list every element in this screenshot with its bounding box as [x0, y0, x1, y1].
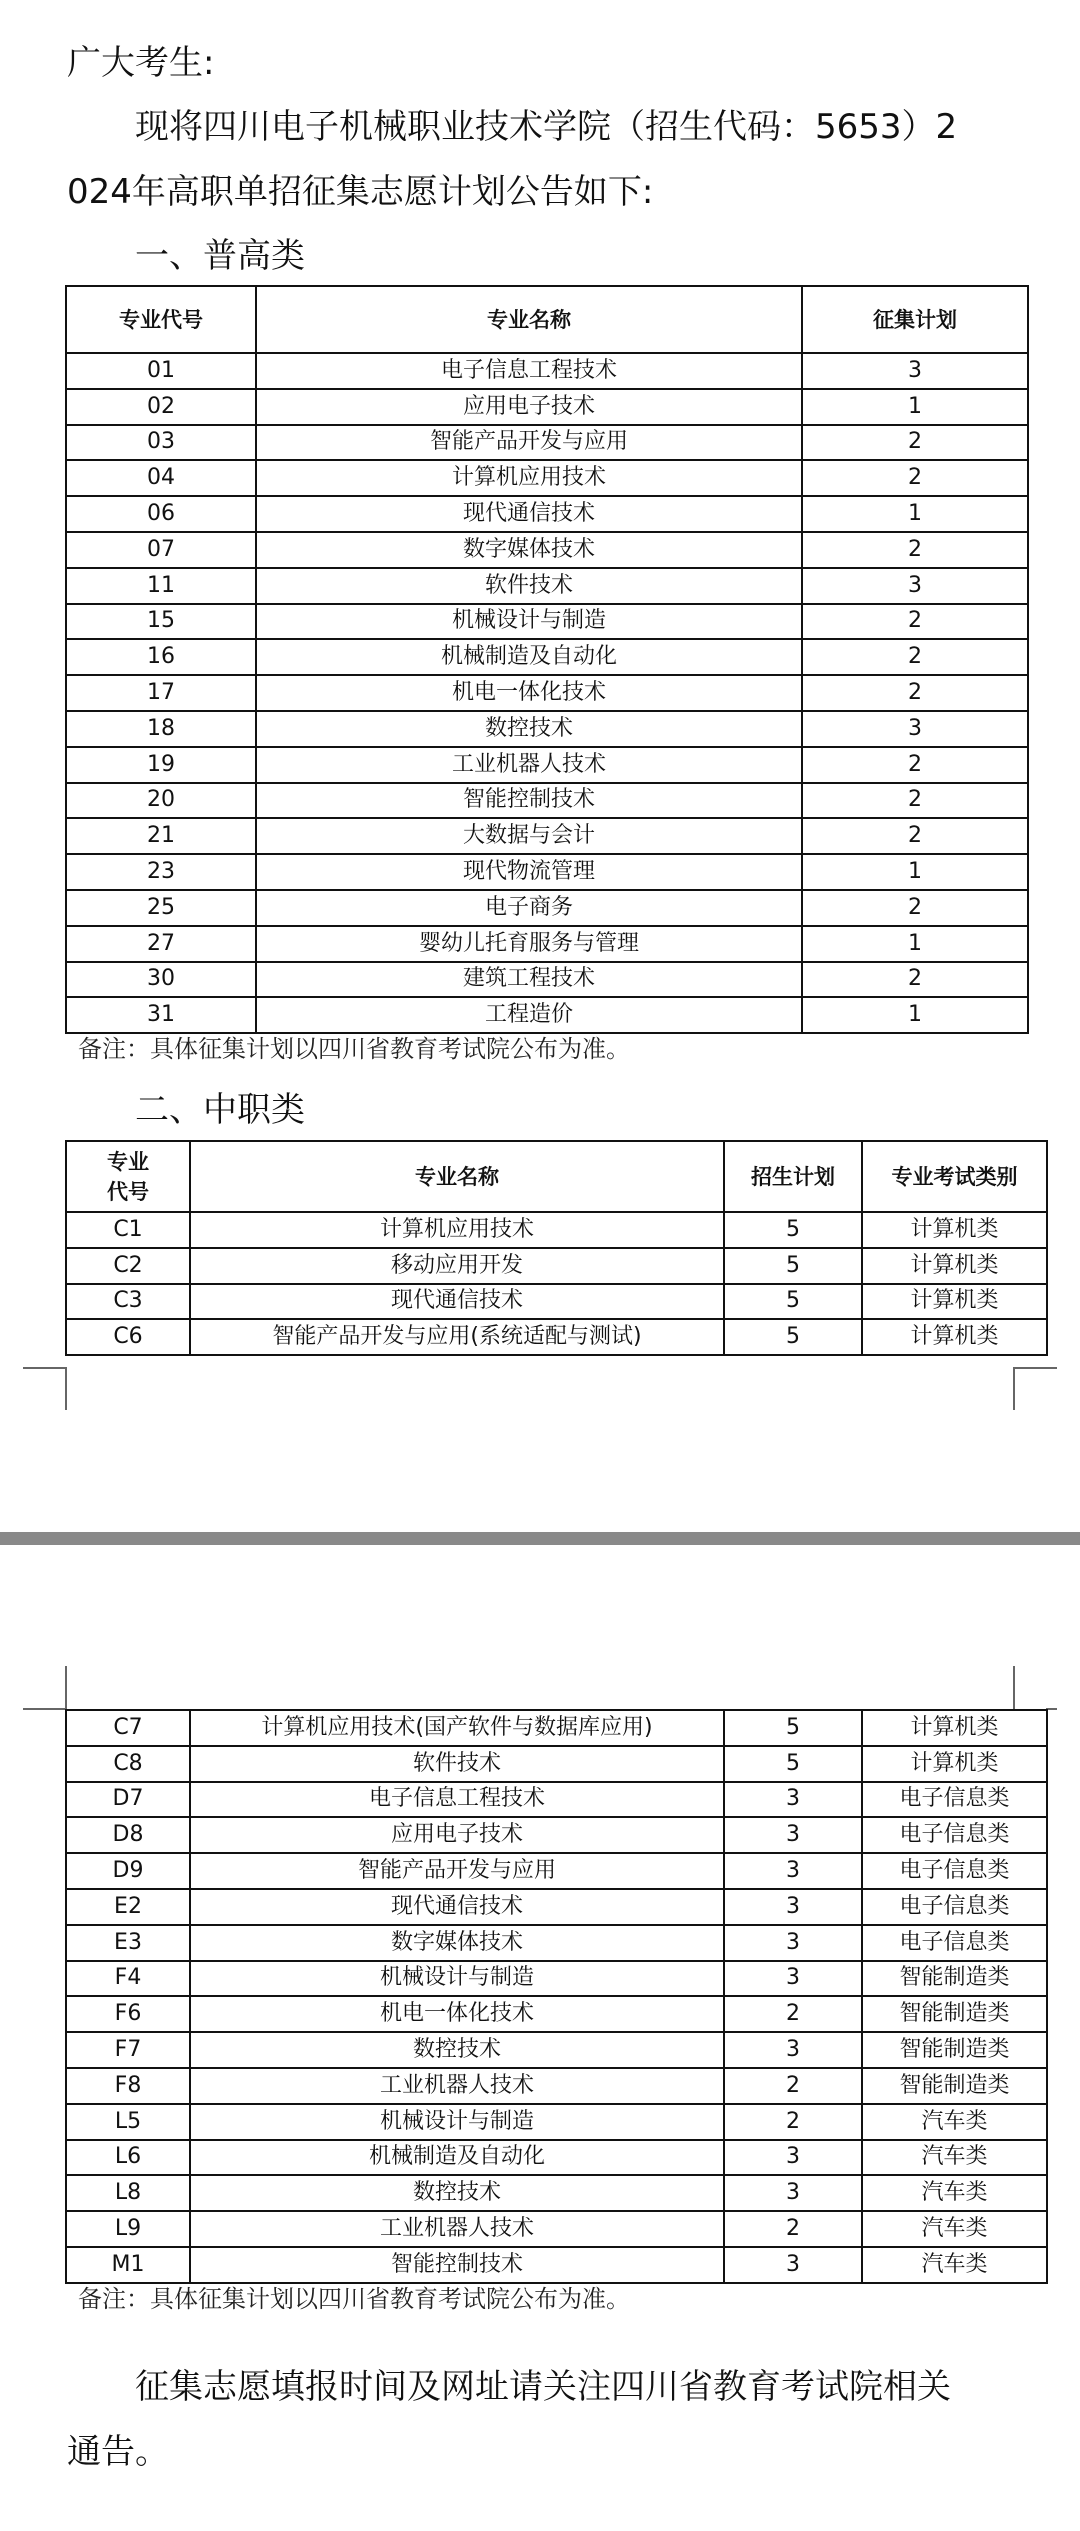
table-row	[66, 2247, 1047, 2283]
table-row	[66, 425, 1028, 461]
cell-plan: 2	[802, 460, 1028, 496]
page-corner-mark-tl-v	[65, 1666, 67, 1709]
table-row	[66, 675, 1028, 711]
cell-plan: 3	[724, 1925, 862, 1961]
cell-category: 汽车类	[862, 2140, 1047, 2176]
cell-plan: 3	[802, 568, 1028, 604]
cell-plan: 2	[724, 2068, 862, 2104]
cell-plan: 3	[802, 353, 1028, 389]
cell-plan: 2	[802, 747, 1028, 783]
cell-plan: 2	[724, 2104, 862, 2140]
cell-code: 15	[66, 604, 256, 640]
table-row	[66, 711, 1028, 747]
cell-name: 智能控制技术	[256, 783, 802, 819]
table-row	[66, 1817, 1047, 1853]
header-name: 专业名称	[190, 1141, 724, 1212]
cell-plan: 3	[724, 2175, 862, 2211]
cell-category: 电子信息类	[862, 1817, 1047, 1853]
cell-name: 机械制造及自动化	[256, 639, 802, 675]
header-code: 专业代号	[66, 286, 256, 353]
cell-code: L5	[66, 2104, 190, 2140]
cell-code: 30	[66, 962, 256, 998]
table-row	[66, 747, 1028, 783]
cell-plan: 1	[802, 496, 1028, 532]
cell-category: 电子信息类	[862, 1925, 1047, 1961]
cell-category: 汽车类	[862, 2175, 1047, 2211]
cell-name: 软件技术	[256, 568, 802, 604]
cell-name: 数字媒体技术	[190, 1925, 724, 1961]
cell-name: 软件技术	[190, 1746, 724, 1782]
cell-plan: 3	[724, 2032, 862, 2068]
cell-plan: 2	[724, 1996, 862, 2032]
cell-name: 电子信息工程技术	[256, 353, 802, 389]
cell-plan: 5	[724, 1710, 862, 1746]
cell-plan: 3	[724, 1889, 862, 1925]
vocational-plan-table-continued	[65, 1709, 1048, 2284]
table-row	[66, 460, 1028, 496]
cell-code: F8	[66, 2068, 190, 2104]
table-row	[66, 353, 1028, 389]
cell-plan: 5	[724, 1248, 862, 1284]
cell-code: E3	[66, 1925, 190, 1961]
cell-name: 工程造价	[256, 997, 802, 1033]
cell-name: 计算机应用技术(国产软件与数据库应用)	[190, 1710, 724, 1746]
table-row	[66, 818, 1028, 854]
cell-plan: 2	[802, 890, 1028, 926]
table-row	[66, 1319, 1047, 1355]
general-plan-table	[65, 285, 1029, 1034]
cell-category: 电子信息类	[862, 1853, 1047, 1889]
cell-plan: 2	[802, 962, 1028, 998]
cell-name: 工业机器人技术	[190, 2068, 724, 2104]
intro-line-2: 024年高职单招征集志愿计划公告如下:	[67, 172, 654, 212]
table-row	[66, 2175, 1047, 2211]
cell-plan: 2	[724, 2211, 862, 2247]
cell-name: 机械设计与制造	[190, 1961, 724, 1997]
cell-name: 应用电子技术	[190, 1817, 724, 1853]
cell-code: 31	[66, 997, 256, 1033]
table-row	[66, 783, 1028, 819]
cell-code: C1	[66, 1212, 190, 1248]
greeting: 广大考生:	[67, 43, 215, 83]
table-row	[66, 532, 1028, 568]
table-row	[66, 1889, 1047, 1925]
cell-name: 计算机应用技术	[256, 460, 802, 496]
cell-plan: 2	[802, 675, 1028, 711]
cell-code: D8	[66, 1817, 190, 1853]
closing-line-1: 征集志愿填报时间及网址请关注四川省教育考试院相关	[135, 2367, 951, 2407]
header-code-line1: 专业	[107, 1149, 149, 1174]
cell-plan: 1	[802, 389, 1028, 425]
cell-name: 机械设计与制造	[256, 604, 802, 640]
cell-plan: 3	[724, 2247, 862, 2283]
section-title-general: 一、普高类	[135, 236, 305, 276]
table-row	[66, 1212, 1047, 1248]
table-row	[66, 2211, 1047, 2247]
cell-code: L8	[66, 2175, 190, 2211]
cell-code: L9	[66, 2211, 190, 2247]
cell-code: F6	[66, 1996, 190, 2032]
cell-name: 机电一体化技术	[190, 1996, 724, 2032]
cell-plan: 2	[802, 425, 1028, 461]
table-row	[66, 997, 1028, 1033]
cell-name: 智能产品开发与应用	[190, 1853, 724, 1889]
cell-category: 计算机类	[862, 1212, 1047, 1248]
cell-code: F4	[66, 1961, 190, 1997]
cell-code: 25	[66, 890, 256, 926]
cell-code: F7	[66, 2032, 190, 2068]
cell-code: M1	[66, 2247, 190, 2283]
cell-name: 应用电子技术	[256, 389, 802, 425]
cell-plan: 2	[802, 532, 1028, 568]
table-row	[66, 1248, 1047, 1284]
table-header-row	[66, 1141, 1047, 1212]
table-header-row	[66, 286, 1028, 353]
table-row	[66, 1710, 1047, 1746]
cell-code: 04	[66, 460, 256, 496]
table-row	[66, 1746, 1047, 1782]
cell-plan: 1	[802, 997, 1028, 1033]
table-row	[66, 926, 1028, 962]
cell-name: 现代物流管理	[256, 854, 802, 890]
cell-name: 大数据与会计	[256, 818, 802, 854]
cell-category: 计算机类	[862, 1248, 1047, 1284]
page-corner-mark-tl-h	[23, 1708, 66, 1710]
cell-code: C6	[66, 1319, 190, 1355]
cell-name: 机械设计与制造	[190, 2104, 724, 2140]
header-category: 专业考试类别	[862, 1141, 1047, 1212]
cell-name: 工业机器人技术	[256, 747, 802, 783]
cell-category: 智能制造类	[862, 2032, 1047, 2068]
cell-name: 智能控制技术	[190, 2247, 724, 2283]
table-row	[66, 389, 1028, 425]
page-corner-mark-bl-h	[23, 1367, 66, 1369]
cell-plan: 3	[724, 1961, 862, 1997]
cell-category: 智能制造类	[862, 1996, 1047, 2032]
header-code-line2: 代号	[107, 1179, 149, 1204]
section-title-vocational: 二、中职类	[135, 1090, 305, 1130]
table-row	[66, 2140, 1047, 2176]
cell-category: 智能制造类	[862, 2068, 1047, 2104]
table-row	[66, 1996, 1047, 2032]
cell-plan: 1	[802, 854, 1028, 890]
cell-category: 计算机类	[862, 1746, 1047, 1782]
cell-code: 01	[66, 353, 256, 389]
cell-category: 电子信息类	[862, 1889, 1047, 1925]
cell-plan: 5	[724, 1746, 862, 1782]
table-row	[66, 2104, 1047, 2140]
cell-name: 移动应用开发	[190, 1248, 724, 1284]
cell-code: E2	[66, 1889, 190, 1925]
cell-plan: 2	[802, 639, 1028, 675]
cell-code: 06	[66, 496, 256, 532]
cell-plan: 2	[802, 818, 1028, 854]
cell-plan: 3	[724, 2140, 862, 2176]
cell-code: 20	[66, 783, 256, 819]
table-row	[66, 639, 1028, 675]
cell-plan: 2	[802, 604, 1028, 640]
cell-category: 智能制造类	[862, 1961, 1047, 1997]
page-corner-mark-tr-v	[1013, 1666, 1015, 1709]
table-row	[66, 854, 1028, 890]
note-general: 备注：具体征集计划以四川省教育考试院公布为准。	[78, 1035, 630, 1063]
table-row	[66, 604, 1028, 640]
cell-code: 23	[66, 854, 256, 890]
cell-plan: 3	[724, 1782, 862, 1818]
cell-name: 数控技术	[256, 711, 802, 747]
table-row	[66, 1925, 1047, 1961]
table-row	[66, 568, 1028, 604]
cell-category: 汽车类	[862, 2104, 1047, 2140]
cell-code: 18	[66, 711, 256, 747]
cell-code: 03	[66, 425, 256, 461]
table-row	[66, 496, 1028, 532]
cell-name: 数控技术	[190, 2175, 724, 2211]
cell-category: 汽车类	[862, 2247, 1047, 2283]
table-row	[66, 890, 1028, 926]
table-row	[66, 1782, 1047, 1818]
cell-category: 计算机类	[862, 1319, 1047, 1355]
cell-plan: 3	[724, 1853, 862, 1889]
cell-name: 婴幼儿托育服务与管理	[256, 926, 802, 962]
cell-code: 16	[66, 639, 256, 675]
cell-plan: 1	[802, 926, 1028, 962]
cell-code: 27	[66, 926, 256, 962]
cell-category: 电子信息类	[862, 1782, 1047, 1818]
cell-plan: 5	[724, 1319, 862, 1355]
cell-name: 建筑工程技术	[256, 962, 802, 998]
cell-name: 智能产品开发与应用(系统适配与测试)	[190, 1319, 724, 1355]
cell-name: 机电一体化技术	[256, 675, 802, 711]
cell-name: 机械制造及自动化	[190, 2140, 724, 2176]
cell-name: 数控技术	[190, 2032, 724, 2068]
page-corner-mark-br-h	[1013, 1367, 1057, 1369]
cell-code: C2	[66, 1248, 190, 1284]
table-row	[66, 962, 1028, 998]
cell-code: C7	[66, 1710, 190, 1746]
cell-code: C8	[66, 1746, 190, 1782]
closing-line-2: 通告。	[67, 2432, 169, 2472]
cell-name: 计算机应用技术	[190, 1212, 724, 1248]
cell-name: 现代通信技术	[256, 496, 802, 532]
cell-name: 现代通信技术	[190, 1889, 724, 1925]
cell-name: 工业机器人技术	[190, 2211, 724, 2247]
cell-category: 计算机类	[862, 1710, 1047, 1746]
cell-code: 07	[66, 532, 256, 568]
table-row	[66, 2068, 1047, 2104]
cell-code: 21	[66, 818, 256, 854]
cell-code: L6	[66, 2140, 190, 2176]
table-row	[66, 1961, 1047, 1997]
vocational-plan-table	[65, 1140, 1048, 1356]
page-separator	[0, 1532, 1080, 1545]
cell-plan: 3	[724, 1817, 862, 1853]
header-code	[66, 1141, 190, 1212]
cell-name: 电子商务	[256, 890, 802, 926]
cell-plan: 5	[724, 1212, 862, 1248]
intro-line-1: 现将四川电子机械职业技术学院（招生代码：5653）2	[135, 107, 958, 147]
cell-code: 17	[66, 675, 256, 711]
table-row	[66, 2032, 1047, 2068]
cell-name: 智能产品开发与应用	[256, 425, 802, 461]
cell-code: 19	[66, 747, 256, 783]
cell-code: D7	[66, 1782, 190, 1818]
page-corner-mark-bl-v	[65, 1367, 67, 1410]
cell-category: 汽车类	[862, 2211, 1047, 2247]
table-row	[66, 1853, 1047, 1889]
cell-name: 电子信息工程技术	[190, 1782, 724, 1818]
cell-code: 11	[66, 568, 256, 604]
header-plan: 招生计划	[724, 1141, 862, 1212]
cell-category: 计算机类	[862, 1284, 1047, 1320]
cell-name: 现代通信技术	[190, 1284, 724, 1320]
cell-plan: 5	[724, 1284, 862, 1320]
cell-plan: 2	[802, 783, 1028, 819]
cell-plan: 3	[802, 711, 1028, 747]
note-vocational: 备注：具体征集计划以四川省教育考试院公布为准。	[78, 2285, 630, 2313]
header-plan: 征集计划	[802, 286, 1028, 353]
cell-code: 02	[66, 389, 256, 425]
cell-code: D9	[66, 1853, 190, 1889]
cell-name: 数字媒体技术	[256, 532, 802, 568]
cell-code: C3	[66, 1284, 190, 1320]
page-corner-mark-br-v	[1013, 1367, 1015, 1410]
header-name: 专业名称	[256, 286, 802, 353]
table-row	[66, 1284, 1047, 1320]
